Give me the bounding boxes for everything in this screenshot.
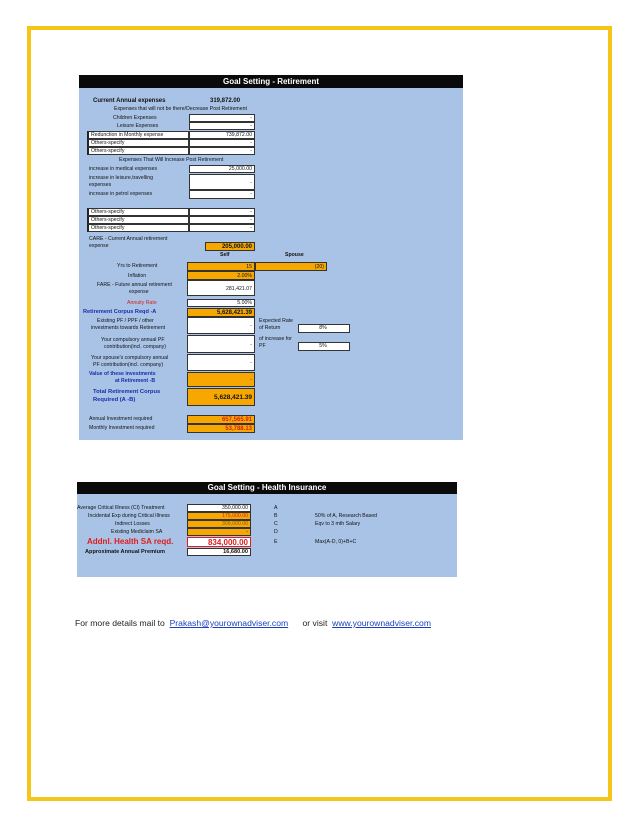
expected-return-label-2: of Return — [259, 325, 281, 331]
health-sheet — [77, 482, 457, 577]
others-specify-1-label: Others-specify — [87, 139, 189, 147]
pf-increase-label-2: PF — [259, 343, 266, 349]
travel-increase-label-2: expenses — [89, 182, 112, 188]
others-specify-4-label: Others-specify — [87, 216, 189, 224]
care-label: CARE - Current Annual retirement — [89, 236, 168, 242]
mediclaim-code: D — [274, 529, 278, 535]
others-specify-2-field[interactable]: - — [189, 147, 255, 155]
medical-increase-field[interactable]: 25,000.00 — [189, 165, 255, 173]
indirect-note: Eqv to 3 mth Salary — [315, 521, 361, 527]
indirect-losses-field: 309,000.00 — [187, 520, 251, 528]
indirect-code: C — [274, 521, 278, 527]
travel-increase-field[interactable]: - — [189, 174, 255, 190]
investments-value-label-2: at Retirement -B — [115, 378, 156, 384]
spouse-pf-field[interactable]: - — [187, 354, 255, 371]
monthly-investment-label: Monthly Investment required — [89, 425, 155, 431]
others-specify-2-label: Others-specify — [87, 147, 189, 155]
yrs-to-retirement-label: Yrs to Retirement — [117, 263, 158, 269]
investments-value-label: Value of these investments — [89, 371, 156, 377]
email-link[interactable]: Prakash@yourownadviser.com — [169, 618, 289, 628]
ci-code: A — [274, 505, 278, 511]
ci-treatment-field[interactable]: 350,000.00 — [187, 504, 251, 512]
your-pf-label-2: contribution(incl. company) — [104, 344, 166, 350]
inflation-field[interactable]: 2.00% — [187, 271, 255, 280]
care-label-2: expense — [89, 243, 109, 249]
petrol-increase-label: increase in petrol expenses — [89, 191, 153, 197]
yrs-to-retirement-spouse[interactable]: (20) — [255, 262, 327, 271]
incidental-code: B — [274, 513, 278, 519]
current-expenses-label: Current Annual expenses — [93, 98, 166, 104]
footer-text-visit: or visit — [302, 618, 328, 628]
health-title: Goal Setting - Health Insurance — [77, 482, 457, 494]
corpus-value: 5,628,421.39 — [187, 308, 255, 317]
annual-premium-value: 16,680.00 — [187, 548, 251, 556]
fare-value: 281,421.07 — [187, 280, 255, 296]
your-pf-field[interactable]: - — [187, 335, 255, 353]
self-column-header: Self — [220, 252, 230, 258]
total-corpus-value: 5,628,421.39 — [187, 388, 255, 406]
existing-mediclaim-field[interactable]: - — [187, 528, 251, 536]
inflation-label: Inflation — [128, 273, 147, 279]
spouse-pf-label-2: PF contribution(incl. company) — [93, 362, 164, 368]
others-specify-1-field[interactable]: - — [189, 139, 255, 147]
addnl-code: E — [274, 539, 278, 545]
annual-premium-label: Approximate Annual Premium — [85, 549, 165, 555]
annual-investment-label: Annual Investment required — [89, 416, 153, 422]
care-value: 205,000.00 — [205, 242, 255, 251]
incidental-exp-label: Incidental Exp during Critical Illness — [88, 513, 170, 519]
incidental-note: 50% of A, Research Based — [315, 513, 377, 519]
spouse-pf-label: Your spouse's compulsory annual — [91, 355, 169, 361]
existing-mediclaim-label: Existing Mediclaim SA — [111, 529, 163, 535]
reduction-monthly-field[interactable]: 739,872.00 — [189, 131, 255, 139]
leisure-expenses-label: Leisure Expenses — [117, 123, 159, 129]
children-expenses-field[interactable]: - — [189, 114, 255, 122]
travel-increase-label: increase in leisure,travelling — [89, 175, 154, 181]
medical-increase-label: increase in medical expenses — [89, 166, 158, 172]
indirect-losses-label: Indirect Losses — [115, 521, 150, 527]
retirement-sheet — [79, 75, 463, 440]
incidental-exp-field: 175,000.00 — [187, 512, 251, 520]
annuity-rate-field[interactable]: 5.00% — [187, 299, 255, 307]
petrol-increase-field[interactable]: - — [189, 190, 255, 199]
monthly-investment-value: 53,788.13 — [187, 424, 255, 433]
yrs-to-retirement-self[interactable]: 15 — [187, 262, 255, 271]
existing-pf-label-2: investments towards Retirement — [91, 325, 166, 331]
total-corpus-label-2: Required (A -B) — [93, 397, 136, 403]
annual-investment-value: 657,565.91 — [187, 415, 255, 424]
annuity-rate-label: Annuity Rate — [127, 300, 157, 306]
increase-section-header: Expenses That Will Increase Post Retirement — [119, 157, 224, 163]
others-specify-4-field[interactable]: - — [189, 216, 255, 224]
others-specify-3-label: Others-specify — [87, 208, 189, 216]
reduction-monthly-label: Redunction in Monthly expense — [87, 131, 189, 139]
your-pf-label: Your compulsory annual PF — [101, 337, 165, 343]
others-specify-3-field[interactable]: - — [189, 208, 255, 216]
ci-treatment-label: Average Critical Illness (CI) Treatment — [77, 505, 165, 511]
expected-return-label: Expected Rate — [259, 318, 294, 324]
children-expenses-label: Children Expenses — [113, 115, 157, 121]
pf-increase-field[interactable]: 5% — [298, 342, 350, 351]
pf-increase-label: of increase for — [259, 336, 292, 342]
website-link[interactable]: www.yourownadviser.com — [332, 618, 431, 628]
others-specify-5-label: Others-specify — [87, 224, 189, 232]
corpus-label: Retirement Corpus Reqd -A — [83, 309, 157, 315]
others-specify-5-field[interactable]: - — [189, 224, 255, 232]
existing-pf-label: Existing PF / PPF / other — [97, 318, 154, 324]
addnl-health-sa-value: 834,000.00 — [187, 537, 251, 547]
current-expenses-value: 319,872.00 — [210, 98, 241, 104]
spouse-column-header: Spouse — [285, 252, 304, 258]
retirement-title: Goal Setting - Retirement — [79, 75, 463, 88]
expected-return-field[interactable]: 8% — [298, 324, 350, 333]
addnl-note: Max(A-D, 0)+B+C — [315, 539, 357, 545]
footer — [75, 618, 431, 628]
decrease-section-header: Expenses that will not be there/Decrease Post Retirement — [114, 106, 247, 112]
leisure-expenses-field[interactable]: - — [189, 122, 255, 130]
addnl-health-sa-label: Addnl. Health SA reqd. — [87, 537, 174, 546]
total-corpus-label: Total Retirement Corpus — [93, 389, 161, 395]
existing-pf-field[interactable]: - — [187, 317, 255, 334]
investments-value-field: - — [187, 372, 255, 387]
fare-label: FARE - Future annual retirement — [97, 282, 172, 288]
footer-text-mail: For more details mail to — [75, 618, 165, 628]
fare-label-2: expense — [129, 289, 149, 295]
